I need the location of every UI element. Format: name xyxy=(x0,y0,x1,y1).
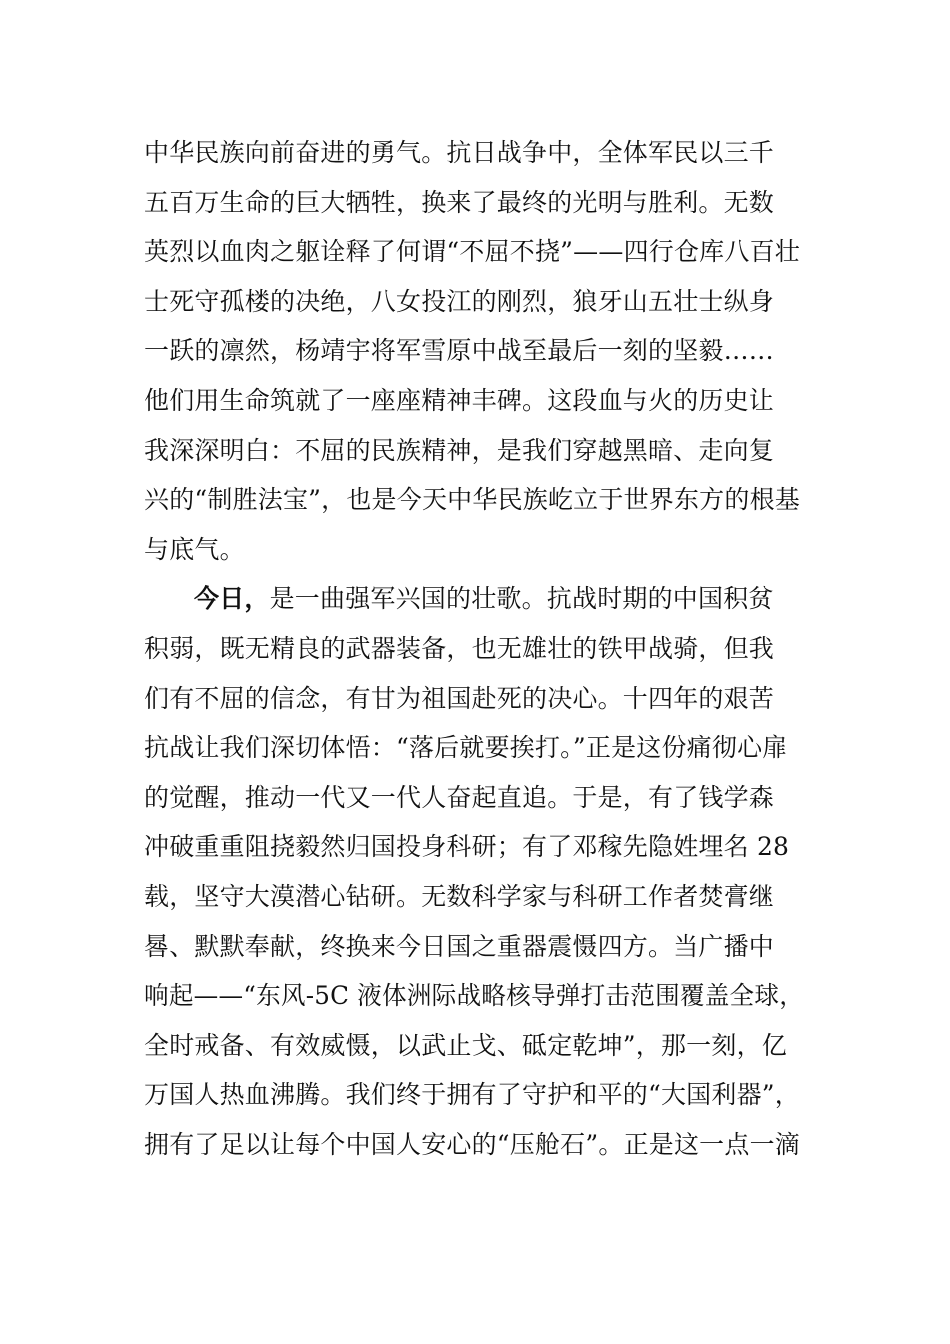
text-line: 载，坚守大漠潜心钻研。无数科学家与科研工作者焚膏继 xyxy=(144,881,775,911)
text-line: 积弱，既无精良的武器装备，也无雄壮的铁甲战骑，但我 xyxy=(144,633,775,663)
text-line: 拥有了足以让每个中国人安心的“压舱石”。正是这一点一滴 xyxy=(144,1129,800,1159)
paragraph-lead-rest: 是一曲强军兴国的壮歌。抗战时期的中国积贫 xyxy=(269,584,774,614)
text-line: 与底气。 xyxy=(144,534,245,564)
text-line: 万国人热血沸腾。我们终于拥有了守护和平的“大国利器”， xyxy=(144,1080,800,1110)
text-line: 五百万生命的巨大牺牲，换来了最终的光明与胜利。无数 xyxy=(144,187,775,217)
paragraph-2 xyxy=(144,574,804,1169)
text-line: 冲破重重阻挠毅然归国投身科研；有了邓稼先隐姓埋名 28 xyxy=(144,832,790,862)
text-line: 抗战让我们深切体悟：“落后就要挨打。”正是这份痛彻心扉 xyxy=(144,733,788,763)
text-line: 一跃的凛然，杨靖宇将军雪原中战至最后一刻的坚毅…… xyxy=(144,336,775,366)
text-line: 他们用生命筑就了一座座精神丰碑。这段血与火的历史让 xyxy=(144,385,775,415)
text-line: 们有不屈的信念，有甘为祖国赴死的决心。十四年的艰苦 xyxy=(144,683,775,713)
text-line: 中华民族向前奋进的勇气。抗日战争中，全体军民以三千 xyxy=(144,138,775,167)
text-line: 响起——“东风-5C 液体洲际战略核导弹打击范围覆盖全球， xyxy=(144,981,805,1011)
text-line: 兴的“制胜法宝”，也是今天中华民族屹立于世界东方的根基 xyxy=(144,485,800,515)
text-line: 英烈以血肉之躯诠释了何谓“不屈不挠”——四行仓库八百壮 xyxy=(144,237,800,267)
text-line: 士死守孤楼的决绝，八女投江的刚烈，狼牙山五壮士纵身 xyxy=(144,286,775,316)
text-line: 的觉醒，推动一代又一代人奋起直追。于是，有了钱学森 xyxy=(144,782,775,812)
text-line: 晷、默默奉献，终换来今日国之重器震慑四方。当广播中 xyxy=(144,931,775,961)
paragraph-1 xyxy=(144,128,804,574)
paragraph-lead-bold: 今日， xyxy=(194,584,270,614)
body-text xyxy=(144,128,804,1169)
text-line-first xyxy=(144,574,804,624)
text-line: 全时戒备、有效威慑，以武止戈、砥定乾坤”，那一刻，亿 xyxy=(144,1030,787,1060)
text-line: 我深深明白：不屈的民族精神，是我们穿越黑暗、走向复 xyxy=(144,435,775,465)
